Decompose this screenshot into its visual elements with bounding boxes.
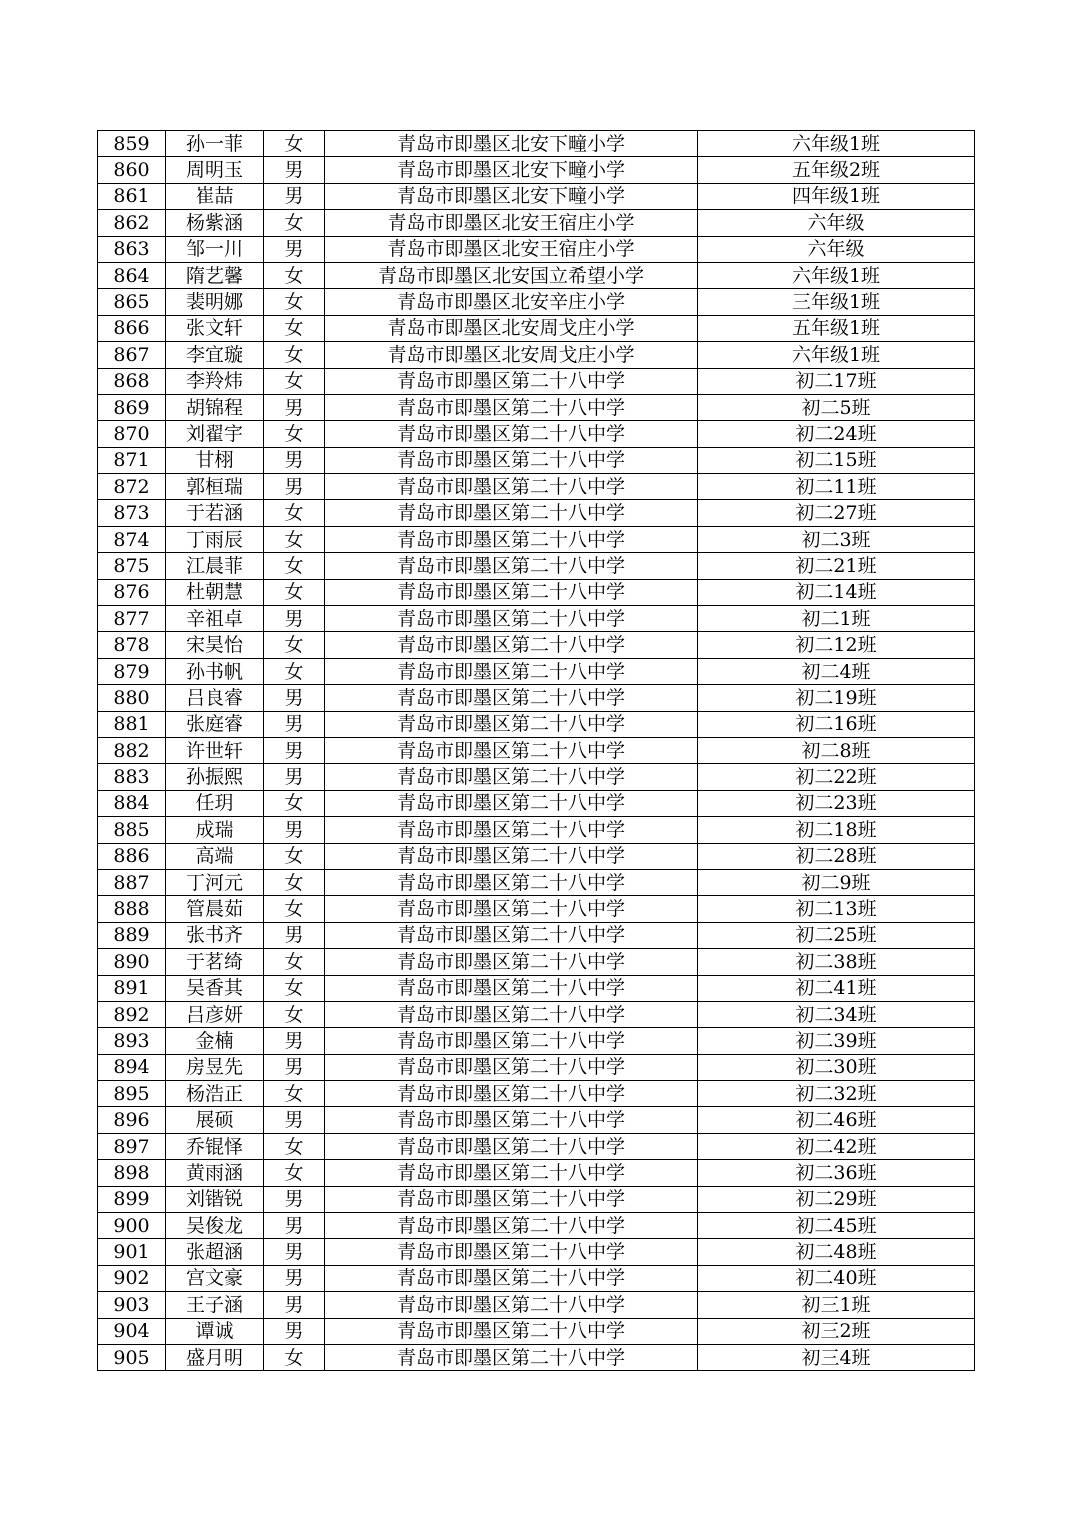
gender-cell: 男 bbox=[264, 737, 325, 763]
school-name-cell: 青岛市即墨区第二十八中学 bbox=[325, 711, 698, 737]
gender-cell: 男 bbox=[264, 447, 325, 473]
school-name-cell: 青岛市即墨区北安王宿庄小学 bbox=[325, 236, 698, 262]
student-name-cell: 崔喆 bbox=[166, 183, 264, 209]
gender-cell: 男 bbox=[264, 157, 325, 183]
table-row bbox=[98, 1160, 975, 1186]
row-number-cell: 889 bbox=[98, 922, 166, 948]
row-number-cell: 888 bbox=[98, 896, 166, 922]
gender-cell: 男 bbox=[264, 606, 325, 632]
student-name-cell: 管晨茹 bbox=[166, 896, 264, 922]
student-name-cell: 孙一菲 bbox=[166, 131, 264, 157]
student-name-cell: 杨浩正 bbox=[166, 1081, 264, 1107]
class-name-cell: 初二48班 bbox=[698, 1239, 975, 1265]
class-name-cell: 初二24班 bbox=[698, 421, 975, 447]
table-row bbox=[98, 606, 975, 632]
school-name-cell: 青岛市即墨区第二十八中学 bbox=[325, 500, 698, 526]
student-name-cell: 李羚炜 bbox=[166, 368, 264, 394]
school-name-cell: 青岛市即墨区第二十八中学 bbox=[325, 447, 698, 473]
class-name-cell: 初二3班 bbox=[698, 526, 975, 552]
gender-cell: 女 bbox=[264, 315, 325, 341]
table-row bbox=[98, 315, 975, 341]
gender-cell: 女 bbox=[264, 421, 325, 447]
table-row bbox=[98, 421, 975, 447]
class-name-cell: 初二36班 bbox=[698, 1160, 975, 1186]
student-name-cell: 张超涵 bbox=[166, 1239, 264, 1265]
class-name-cell: 初二45班 bbox=[698, 1213, 975, 1239]
school-name-cell: 青岛市即墨区第二十八中学 bbox=[325, 1265, 698, 1291]
gender-cell: 女 bbox=[264, 658, 325, 684]
gender-cell: 女 bbox=[264, 368, 325, 394]
row-number-cell: 896 bbox=[98, 1107, 166, 1133]
class-name-cell: 初三2班 bbox=[698, 1318, 975, 1344]
student-name-cell: 丁河元 bbox=[166, 869, 264, 895]
school-name-cell: 青岛市即墨区第二十八中学 bbox=[325, 1054, 698, 1080]
school-name-cell: 青岛市即墨区第二十八中学 bbox=[325, 1028, 698, 1054]
class-name-cell: 初二30班 bbox=[698, 1054, 975, 1080]
row-number-cell: 882 bbox=[98, 737, 166, 763]
table-row bbox=[98, 1054, 975, 1080]
class-name-cell: 初二14班 bbox=[698, 579, 975, 605]
class-name-cell: 初二9班 bbox=[698, 869, 975, 895]
table-row bbox=[98, 1001, 975, 1027]
row-number-cell: 860 bbox=[98, 157, 166, 183]
student-name-cell: 张庭睿 bbox=[166, 711, 264, 737]
class-name-cell: 初二21班 bbox=[698, 553, 975, 579]
class-name-cell: 初二12班 bbox=[698, 632, 975, 658]
table-row bbox=[98, 1028, 975, 1054]
school-name-cell: 青岛市即墨区北安周戈庄小学 bbox=[325, 342, 698, 368]
roster-table bbox=[97, 130, 975, 1371]
school-name-cell: 青岛市即墨区第二十八中学 bbox=[325, 764, 698, 790]
school-name-cell: 青岛市即墨区北安王宿庄小学 bbox=[325, 210, 698, 236]
school-name-cell: 青岛市即墨区第二十八中学 bbox=[325, 1344, 698, 1370]
school-name-cell: 青岛市即墨区北安辛庄小学 bbox=[325, 289, 698, 315]
student-name-cell: 任玥 bbox=[166, 790, 264, 816]
school-name-cell: 青岛市即墨区北安下疃小学 bbox=[325, 183, 698, 209]
table-row bbox=[98, 1186, 975, 1212]
gender-cell: 女 bbox=[264, 896, 325, 922]
gender-cell: 女 bbox=[264, 526, 325, 552]
row-number-cell: 865 bbox=[98, 289, 166, 315]
school-name-cell: 青岛市即墨区第二十八中学 bbox=[325, 896, 698, 922]
class-name-cell: 初二16班 bbox=[698, 711, 975, 737]
school-name-cell: 青岛市即墨区第二十八中学 bbox=[325, 526, 698, 552]
gender-cell: 女 bbox=[264, 949, 325, 975]
table-row bbox=[98, 896, 975, 922]
row-number-cell: 900 bbox=[98, 1213, 166, 1239]
student-name-cell: 于茗绮 bbox=[166, 949, 264, 975]
class-name-cell: 六年级 bbox=[698, 236, 975, 262]
table-row bbox=[98, 685, 975, 711]
school-name-cell: 青岛市即墨区第二十八中学 bbox=[325, 1318, 698, 1344]
table-row bbox=[98, 368, 975, 394]
gender-cell: 男 bbox=[264, 474, 325, 500]
table-row bbox=[98, 236, 975, 262]
gender-cell: 女 bbox=[264, 579, 325, 605]
table-row bbox=[98, 1133, 975, 1159]
class-name-cell: 初二17班 bbox=[698, 368, 975, 394]
student-name-cell: 孙书帆 bbox=[166, 658, 264, 684]
gender-cell: 女 bbox=[264, 500, 325, 526]
student-name-cell: 刘翟宇 bbox=[166, 421, 264, 447]
gender-cell: 女 bbox=[264, 975, 325, 1001]
student-name-cell: 吴俊龙 bbox=[166, 1213, 264, 1239]
school-name-cell: 青岛市即墨区北安周戈庄小学 bbox=[325, 315, 698, 341]
school-name-cell: 青岛市即墨区第二十八中学 bbox=[325, 1081, 698, 1107]
student-name-cell: 宋昊怡 bbox=[166, 632, 264, 658]
table-row bbox=[98, 131, 975, 157]
school-name-cell: 青岛市即墨区第二十八中学 bbox=[325, 368, 698, 394]
student-name-cell: 江晨菲 bbox=[166, 553, 264, 579]
gender-cell: 男 bbox=[264, 1213, 325, 1239]
table-row bbox=[98, 817, 975, 843]
gender-cell: 男 bbox=[264, 1239, 325, 1265]
row-number-cell: 873 bbox=[98, 500, 166, 526]
row-number-cell: 899 bbox=[98, 1186, 166, 1212]
row-number-cell: 881 bbox=[98, 711, 166, 737]
class-name-cell: 初二39班 bbox=[698, 1028, 975, 1054]
school-name-cell: 青岛市即墨区第二十八中学 bbox=[325, 1001, 698, 1027]
student-name-cell: 胡锦程 bbox=[166, 394, 264, 420]
row-number-cell: 868 bbox=[98, 368, 166, 394]
class-name-cell: 初二28班 bbox=[698, 843, 975, 869]
student-name-cell: 王子涵 bbox=[166, 1292, 264, 1318]
row-number-cell: 886 bbox=[98, 843, 166, 869]
gender-cell: 男 bbox=[264, 1054, 325, 1080]
row-number-cell: 862 bbox=[98, 210, 166, 236]
gender-cell: 男 bbox=[264, 1318, 325, 1344]
student-name-cell: 宫文豪 bbox=[166, 1265, 264, 1291]
student-name-cell: 孙振熙 bbox=[166, 764, 264, 790]
school-name-cell: 青岛市即墨区第二十八中学 bbox=[325, 1213, 698, 1239]
class-name-cell: 初二32班 bbox=[698, 1081, 975, 1107]
class-name-cell: 初二42班 bbox=[698, 1133, 975, 1159]
gender-cell: 男 bbox=[264, 922, 325, 948]
class-name-cell: 初三4班 bbox=[698, 1344, 975, 1370]
class-name-cell: 初二11班 bbox=[698, 474, 975, 500]
school-name-cell: 青岛市即墨区第二十八中学 bbox=[325, 1292, 698, 1318]
school-name-cell: 青岛市即墨区第二十八中学 bbox=[325, 817, 698, 843]
school-name-cell: 青岛市即墨区第二十八中学 bbox=[325, 421, 698, 447]
row-number-cell: 883 bbox=[98, 764, 166, 790]
class-name-cell: 六年级 bbox=[698, 210, 975, 236]
class-name-cell: 初二34班 bbox=[698, 1001, 975, 1027]
table-row bbox=[98, 474, 975, 500]
student-name-cell: 周明玉 bbox=[166, 157, 264, 183]
school-name-cell: 青岛市即墨区北安下疃小学 bbox=[325, 131, 698, 157]
gender-cell: 男 bbox=[264, 1028, 325, 1054]
school-name-cell: 青岛市即墨区第二十八中学 bbox=[325, 632, 698, 658]
row-number-cell: 880 bbox=[98, 685, 166, 711]
row-number-cell: 861 bbox=[98, 183, 166, 209]
class-name-cell: 初二41班 bbox=[698, 975, 975, 1001]
school-name-cell: 青岛市即墨区第二十八中学 bbox=[325, 869, 698, 895]
class-name-cell: 初二5班 bbox=[698, 394, 975, 420]
class-name-cell: 初二15班 bbox=[698, 447, 975, 473]
class-name-cell: 初二22班 bbox=[698, 764, 975, 790]
class-name-cell: 初二4班 bbox=[698, 658, 975, 684]
table-row bbox=[98, 157, 975, 183]
student-name-cell: 展硕 bbox=[166, 1107, 264, 1133]
student-name-cell: 裴明娜 bbox=[166, 289, 264, 315]
gender-cell: 男 bbox=[264, 183, 325, 209]
gender-cell: 男 bbox=[264, 817, 325, 843]
row-number-cell: 893 bbox=[98, 1028, 166, 1054]
student-name-cell: 张书齐 bbox=[166, 922, 264, 948]
gender-cell: 女 bbox=[264, 262, 325, 288]
student-name-cell: 黄雨涵 bbox=[166, 1160, 264, 1186]
row-number-cell: 879 bbox=[98, 658, 166, 684]
table-row bbox=[98, 553, 975, 579]
gender-cell: 男 bbox=[264, 394, 325, 420]
gender-cell: 女 bbox=[264, 1133, 325, 1159]
gender-cell: 女 bbox=[264, 1081, 325, 1107]
table-row bbox=[98, 500, 975, 526]
class-name-cell: 初二1班 bbox=[698, 606, 975, 632]
table-row bbox=[98, 183, 975, 209]
table-row bbox=[98, 843, 975, 869]
row-number-cell: 872 bbox=[98, 474, 166, 500]
student-name-cell: 邹一川 bbox=[166, 236, 264, 262]
table-row bbox=[98, 447, 975, 473]
school-name-cell: 青岛市即墨区第二十八中学 bbox=[325, 685, 698, 711]
table-row bbox=[98, 1107, 975, 1133]
class-name-cell: 初二19班 bbox=[698, 685, 975, 711]
roster-body bbox=[98, 131, 975, 1371]
school-name-cell: 青岛市即墨区第二十八中学 bbox=[325, 606, 698, 632]
school-name-cell: 青岛市即墨区第二十八中学 bbox=[325, 474, 698, 500]
class-name-cell: 初二13班 bbox=[698, 896, 975, 922]
student-name-cell: 于若涵 bbox=[166, 500, 264, 526]
row-number-cell: 859 bbox=[98, 131, 166, 157]
student-name-cell: 吕良睿 bbox=[166, 685, 264, 711]
gender-cell: 女 bbox=[264, 1160, 325, 1186]
school-name-cell: 青岛市即墨区第二十八中学 bbox=[325, 1107, 698, 1133]
class-name-cell: 初二38班 bbox=[698, 949, 975, 975]
row-number-cell: 864 bbox=[98, 262, 166, 288]
row-number-cell: 876 bbox=[98, 579, 166, 605]
table-row bbox=[98, 1318, 975, 1344]
table-row bbox=[98, 526, 975, 552]
table-row bbox=[98, 711, 975, 737]
student-name-cell: 乔锟怿 bbox=[166, 1133, 264, 1159]
class-name-cell: 初二18班 bbox=[698, 817, 975, 843]
gender-cell: 女 bbox=[264, 1001, 325, 1027]
student-name-cell: 甘栩 bbox=[166, 447, 264, 473]
gender-cell: 男 bbox=[264, 1186, 325, 1212]
class-name-cell: 初二40班 bbox=[698, 1265, 975, 1291]
school-name-cell: 青岛市即墨区第二十八中学 bbox=[325, 949, 698, 975]
table-row bbox=[98, 632, 975, 658]
row-number-cell: 867 bbox=[98, 342, 166, 368]
row-number-cell: 903 bbox=[98, 1292, 166, 1318]
gender-cell: 女 bbox=[264, 289, 325, 315]
school-name-cell: 青岛市即墨区第二十八中学 bbox=[325, 553, 698, 579]
student-name-cell: 李宜璇 bbox=[166, 342, 264, 368]
student-name-cell: 谭诚 bbox=[166, 1318, 264, 1344]
class-name-cell: 初二27班 bbox=[698, 500, 975, 526]
gender-cell: 女 bbox=[264, 342, 325, 368]
student-name-cell: 隋艺馨 bbox=[166, 262, 264, 288]
table-row bbox=[98, 579, 975, 605]
table-row bbox=[98, 949, 975, 975]
gender-cell: 女 bbox=[264, 131, 325, 157]
student-name-cell: 杜朝慧 bbox=[166, 579, 264, 605]
gender-cell: 男 bbox=[264, 236, 325, 262]
gender-cell: 男 bbox=[264, 685, 325, 711]
student-name-cell: 房昱先 bbox=[166, 1054, 264, 1080]
class-name-cell: 初二8班 bbox=[698, 737, 975, 763]
row-number-cell: 894 bbox=[98, 1054, 166, 1080]
row-number-cell: 885 bbox=[98, 817, 166, 843]
gender-cell: 男 bbox=[264, 1265, 325, 1291]
table-row bbox=[98, 1344, 975, 1370]
row-number-cell: 892 bbox=[98, 1001, 166, 1027]
gender-cell: 女 bbox=[264, 869, 325, 895]
class-name-cell: 六年级1班 bbox=[698, 342, 975, 368]
row-number-cell: 895 bbox=[98, 1081, 166, 1107]
student-name-cell: 盛月明 bbox=[166, 1344, 264, 1370]
student-name-cell: 刘锴锐 bbox=[166, 1186, 264, 1212]
student-name-cell: 丁雨辰 bbox=[166, 526, 264, 552]
row-number-cell: 902 bbox=[98, 1265, 166, 1291]
class-name-cell: 五年级1班 bbox=[698, 315, 975, 341]
school-name-cell: 青岛市即墨区第二十八中学 bbox=[325, 1239, 698, 1265]
class-name-cell: 初二29班 bbox=[698, 1186, 975, 1212]
table-row bbox=[98, 210, 975, 236]
class-name-cell: 六年级1班 bbox=[698, 262, 975, 288]
gender-cell: 女 bbox=[264, 790, 325, 816]
school-name-cell: 青岛市即墨区第二十八中学 bbox=[325, 579, 698, 605]
row-number-cell: 890 bbox=[98, 949, 166, 975]
class-name-cell: 初二46班 bbox=[698, 1107, 975, 1133]
school-name-cell: 青岛市即墨区第二十八中学 bbox=[325, 1186, 698, 1212]
student-name-cell: 成瑞 bbox=[166, 817, 264, 843]
gender-cell: 女 bbox=[264, 632, 325, 658]
row-number-cell: 904 bbox=[98, 1318, 166, 1344]
table-row bbox=[98, 1081, 975, 1107]
table-row bbox=[98, 975, 975, 1001]
row-number-cell: 870 bbox=[98, 421, 166, 447]
school-name-cell: 青岛市即墨区第二十八中学 bbox=[325, 1160, 698, 1186]
table-row bbox=[98, 394, 975, 420]
school-name-cell: 青岛市即墨区第二十八中学 bbox=[325, 394, 698, 420]
table-row bbox=[98, 1292, 975, 1318]
row-number-cell: 878 bbox=[98, 632, 166, 658]
table-row bbox=[98, 737, 975, 763]
row-number-cell: 863 bbox=[98, 236, 166, 262]
class-name-cell: 初二25班 bbox=[698, 922, 975, 948]
row-number-cell: 891 bbox=[98, 975, 166, 1001]
table-row bbox=[98, 658, 975, 684]
row-number-cell: 901 bbox=[98, 1239, 166, 1265]
class-name-cell: 五年级2班 bbox=[698, 157, 975, 183]
student-name-cell: 张文轩 bbox=[166, 315, 264, 341]
student-name-cell: 吴香其 bbox=[166, 975, 264, 1001]
table-row bbox=[98, 262, 975, 288]
school-name-cell: 青岛市即墨区第二十八中学 bbox=[325, 790, 698, 816]
table-row bbox=[98, 764, 975, 790]
row-number-cell: 871 bbox=[98, 447, 166, 473]
school-name-cell: 青岛市即墨区第二十八中学 bbox=[325, 1133, 698, 1159]
table-row bbox=[98, 869, 975, 895]
gender-cell: 女 bbox=[264, 553, 325, 579]
table-row bbox=[98, 1265, 975, 1291]
row-number-cell: 898 bbox=[98, 1160, 166, 1186]
table-row bbox=[98, 922, 975, 948]
school-name-cell: 青岛市即墨区第二十八中学 bbox=[325, 843, 698, 869]
table-row bbox=[98, 1239, 975, 1265]
school-name-cell: 青岛市即墨区第二十八中学 bbox=[325, 658, 698, 684]
class-name-cell: 初三1班 bbox=[698, 1292, 975, 1318]
gender-cell: 男 bbox=[264, 711, 325, 737]
class-name-cell: 三年级1班 bbox=[698, 289, 975, 315]
table-row bbox=[98, 289, 975, 315]
gender-cell: 男 bbox=[264, 1107, 325, 1133]
student-name-cell: 金楠 bbox=[166, 1028, 264, 1054]
gender-cell: 女 bbox=[264, 843, 325, 869]
gender-cell: 女 bbox=[264, 1344, 325, 1370]
class-name-cell: 初二23班 bbox=[698, 790, 975, 816]
table-row bbox=[98, 1213, 975, 1239]
table-row bbox=[98, 342, 975, 368]
table-row bbox=[98, 790, 975, 816]
gender-cell: 女 bbox=[264, 210, 325, 236]
school-name-cell: 青岛市即墨区第二十八中学 bbox=[325, 922, 698, 948]
student-name-cell: 许世轩 bbox=[166, 737, 264, 763]
student-name-cell: 高端 bbox=[166, 843, 264, 869]
student-name-cell: 吕彦妍 bbox=[166, 1001, 264, 1027]
school-name-cell: 青岛市即墨区北安下疃小学 bbox=[325, 157, 698, 183]
row-number-cell: 884 bbox=[98, 790, 166, 816]
row-number-cell: 905 bbox=[98, 1344, 166, 1370]
student-name-cell: 杨紫涵 bbox=[166, 210, 264, 236]
row-number-cell: 866 bbox=[98, 315, 166, 341]
gender-cell: 男 bbox=[264, 1292, 325, 1318]
row-number-cell: 887 bbox=[98, 869, 166, 895]
row-number-cell: 869 bbox=[98, 394, 166, 420]
row-number-cell: 877 bbox=[98, 606, 166, 632]
class-name-cell: 六年级1班 bbox=[698, 131, 975, 157]
student-name-cell: 郭桓瑞 bbox=[166, 474, 264, 500]
row-number-cell: 897 bbox=[98, 1133, 166, 1159]
gender-cell: 男 bbox=[264, 764, 325, 790]
student-name-cell: 辛祖卓 bbox=[166, 606, 264, 632]
row-number-cell: 875 bbox=[98, 553, 166, 579]
school-name-cell: 青岛市即墨区北安国立希望小学 bbox=[325, 262, 698, 288]
class-name-cell: 四年级1班 bbox=[698, 183, 975, 209]
school-name-cell: 青岛市即墨区第二十八中学 bbox=[325, 737, 698, 763]
school-name-cell: 青岛市即墨区第二十八中学 bbox=[325, 975, 698, 1001]
row-number-cell: 874 bbox=[98, 526, 166, 552]
